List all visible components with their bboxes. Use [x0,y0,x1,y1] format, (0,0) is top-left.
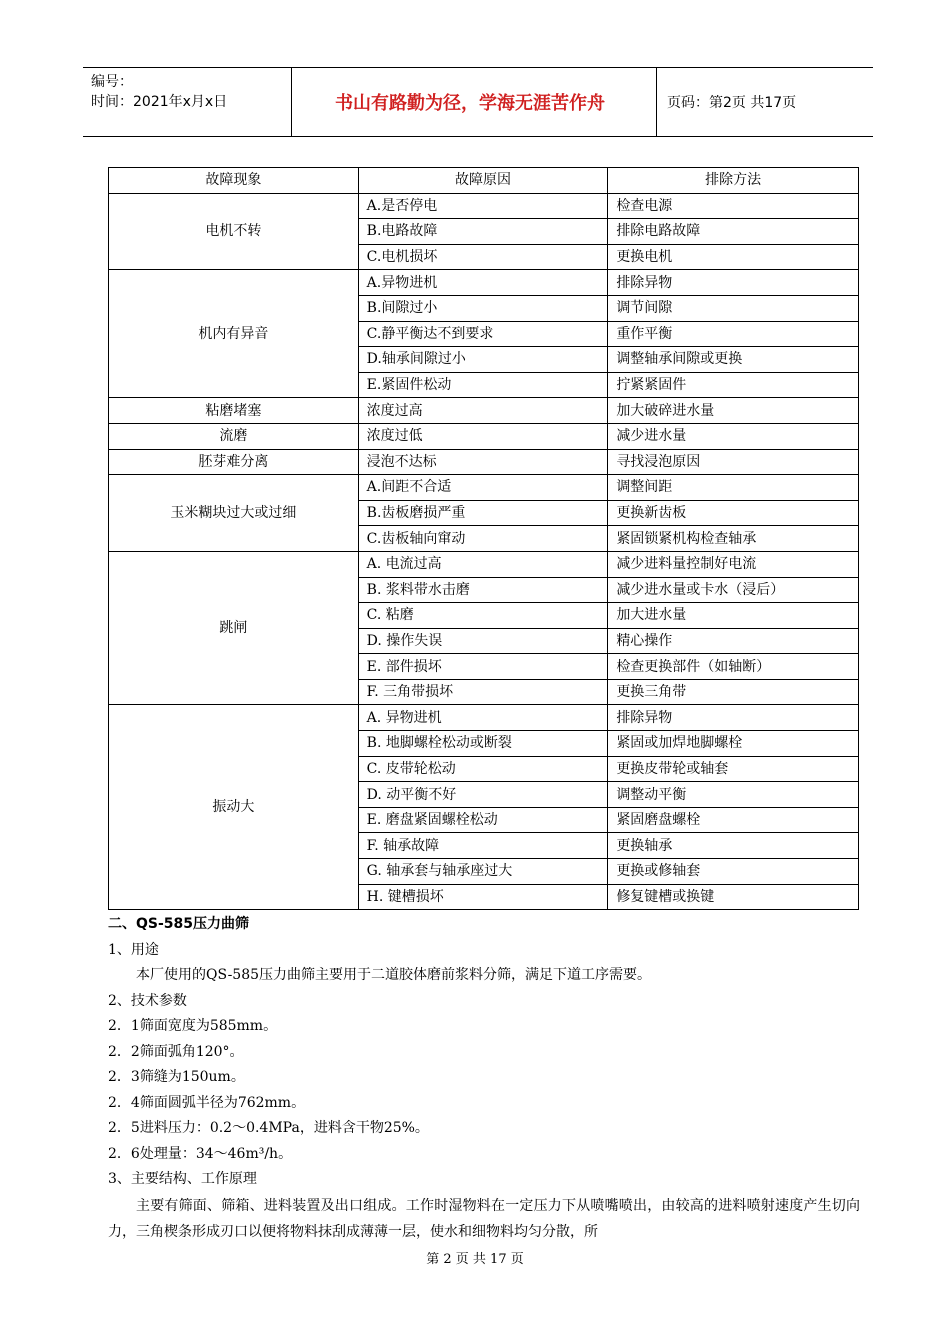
remedy-cell: 修复键槽或换键 [608,884,859,910]
spec-item: 2．1筛面宽度为585mm。 [108,1018,278,1034]
cause-cell: A.间距不合适 [358,475,608,501]
cause-cell: E.紧固件松动 [358,372,608,398]
table-row [109,423,859,449]
cause-cell: C.齿板轴向窜动 [358,526,608,552]
remedy-cell: 更换三角带 [608,679,859,705]
remedy-cell: 检查电源 [608,193,859,219]
remedy-cell: 更换新齿板 [608,500,859,526]
remedy-cell: 调整间距 [608,475,859,501]
fault-table-body [109,193,859,910]
cause-cell: F. 三角带损坏 [358,679,608,705]
header-motto: 书山有路勤为径，学海无涯苦作舟 [284,68,657,136]
header-meta [83,68,292,136]
symptom-cell: 粘磨堵塞 [109,398,359,424]
table-row [109,705,859,731]
remedy-cell: 精心操作 [608,628,859,654]
cause-cell: D. 动平衡不好 [358,782,608,808]
heading-purpose: 1、用途 [108,941,159,958]
header-symptom: 故障现象 [109,168,359,194]
table-row [109,193,859,219]
spec-item: 2．5进料压力：0.2～0.4MPa，进料含干物25%。 [108,1120,429,1136]
remedy-cell: 重作平衡 [608,321,859,347]
remedy-cell: 检查更换部件（如轴断） [608,654,859,680]
symptom-cell: 振动大 [109,705,359,910]
cause-cell: C. 皮带轮松动 [358,756,608,782]
symptom-cell: 电机不转 [109,193,359,270]
cause-cell: B.间隙过小 [358,295,608,321]
remedy-cell: 加大进水量 [608,603,859,629]
cause-cell: 浓度过高 [358,398,608,424]
remedy-cell: 排除异物 [608,705,859,731]
remedy-cell: 拧紧紧固件 [608,372,859,398]
spec-item: 2．2筛面弧角120°。 [108,1043,244,1060]
cause-cell: F. 轴承故障 [358,833,608,859]
cause-cell: D. 操作失误 [358,628,608,654]
cause-cell: A. 电流过高 [358,551,608,577]
cause-cell: A.异物进机 [358,270,608,296]
remedy-cell: 紧固磨盘螺栓 [608,807,859,833]
symptom-cell: 机内有异音 [109,270,359,398]
table-row [109,270,859,296]
remedy-cell: 减少进料量控制好电流 [608,551,859,577]
header-page-code: 页码：第2页 共17页 [667,95,797,111]
heading-structure: 3、主要结构、工作原理 [108,1171,257,1187]
cause-cell: G. 轴承套与轴承座过大 [358,859,608,885]
page-footer: 第 2 页 共 17 页 [426,1252,524,1267]
cause-cell: E. 部件损坏 [358,654,608,680]
cause-cell: E. 磨盘紧固螺栓松动 [358,807,608,833]
paragraph-structure: 主要有筛面、筛箱、进料装置及出口组成。工作时湿物料在一定压力下从喷嘴喷出，由较高的进料喷射速度产生切向力，三角楔条形成刃口以便将物料抹刮成薄薄一层，使水和细物料均匀分散，所 [108,1197,860,1240]
remedy-cell: 排除电路故障 [608,219,859,245]
remedy-cell: 更换电机 [608,244,859,270]
header-cause: 故障原因 [358,168,608,194]
remedy-cell: 更换轴承 [608,833,859,859]
page-header [83,67,873,137]
remedy-cell: 减少进水量 [608,423,859,449]
spec-item: 2．4筛面圆弧半径为762mm。 [108,1094,306,1111]
symptom-cell: 玉米糊块过大或过细 [109,475,359,552]
symptom-cell: 流磨 [109,423,359,449]
remedy-cell: 紧固锁紧机构检查轴承 [608,526,859,552]
table-row [109,398,859,424]
symptom-cell: 胚芽难分离 [109,449,359,475]
cause-cell: B.电路故障 [358,219,608,245]
table-row [109,551,859,577]
remedy-cell: 更换或修轴套 [608,859,859,885]
remedy-cell: 加大破碎进水量 [608,398,859,424]
section-title: 二、QS-585压力曲筛 [108,916,250,932]
remedy-cell: 减少进水量或卡水（浸后） [608,577,859,603]
remedy-cell: 调节间隙 [608,295,859,321]
cause-cell: 浓度过低 [358,423,608,449]
time-label: 时间：2021年x月x日 [91,94,228,110]
heading-specs: 2、技术参数 [108,992,187,1009]
header-remedy: 排除方法 [608,168,859,194]
remedy-cell: 紧固或加焊地脚螺栓 [608,731,859,757]
number-label: 编号： [91,74,133,90]
table-row [109,475,859,501]
table-header-row [109,168,859,194]
remedy-cell: 排除异物 [608,270,859,296]
symptom-cell: 跳闸 [109,551,359,705]
cause-cell: H. 键槽损坏 [358,884,608,910]
cause-cell: C.电机损坏 [358,244,608,270]
paragraph-purpose: 本厂使用的QS-585压力曲筛主要用于二道胶体磨前浆料分筛，满足下道工序需要。 [136,967,652,983]
cause-cell: 浸泡不达标 [358,449,608,475]
cause-cell: B.齿板磨损严重 [358,500,608,526]
remedy-cell: 更换皮带轮或轴套 [608,756,859,782]
table-row [109,449,859,475]
remedy-cell: 调整轴承间隙或更换 [608,347,859,373]
cause-cell: B. 浆料带水击磨 [358,577,608,603]
body-text [108,912,860,1245]
cause-cell: C. 粘磨 [358,603,608,629]
remedy-cell: 调整动平衡 [608,782,859,808]
cause-cell: C.静平衡达不到要求 [358,321,608,347]
spec-item: 2．6处理量：34～46m³/h。 [108,1145,293,1162]
fault-table [108,167,859,910]
spec-item: 2．3筛缝为150um。 [108,1069,245,1085]
cause-cell: B. 地脚螺栓松动或断裂 [358,731,608,757]
cause-cell: D.轴承间隙过小 [358,347,608,373]
cause-cell: A.是否停电 [358,193,608,219]
cause-cell: A. 异物进机 [358,705,608,731]
remedy-cell: 寻找浸泡原因 [608,449,859,475]
